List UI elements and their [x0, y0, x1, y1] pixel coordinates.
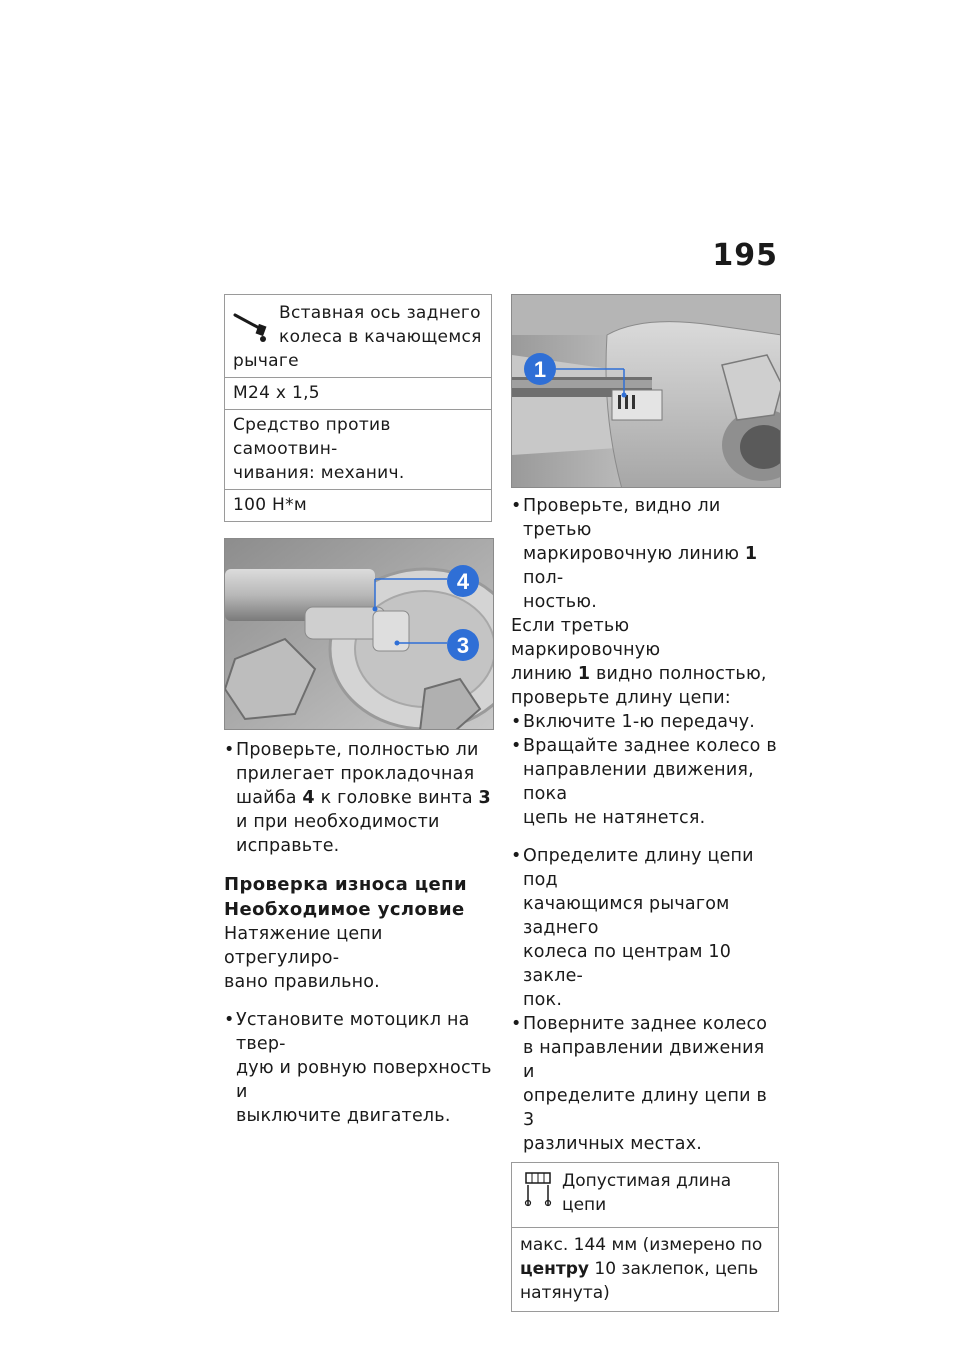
- torque-wrench-icon: [231, 305, 271, 345]
- ref-number-1: 1: [744, 544, 758, 564]
- bullet-repeat-measure-line2: в направлении движения и: [523, 1038, 765, 1082]
- axle-spec-title-line2: колеса в качающемся: [279, 327, 482, 347]
- callout-marker-1: 1: [533, 357, 547, 382]
- bullet-check-washer-line5: исправьте.: [236, 836, 340, 856]
- marking-photo-illustration: [512, 295, 781, 488]
- washer-photo: [224, 538, 494, 730]
- precondition-line1: Натяжение цепи отрегулиро-: [224, 924, 383, 968]
- ref-number-3: 3: [478, 788, 491, 808]
- axle-locking-line2: чивания: механич.: [233, 463, 405, 483]
- bullet-measure-chain-line3: колеса по центрам 10 закле-: [523, 942, 732, 986]
- chain-length-line2: [520, 1257, 770, 1281]
- bullet-measure-chain: [511, 844, 779, 1012]
- bullet-check-marking-line1: • Проверьте, видно ли третью: [523, 496, 721, 540]
- axle-locking-line1: Средство против самоотвин-: [233, 415, 391, 459]
- bullet-check-marking-line3: ностью.: [523, 592, 597, 612]
- bullet-check-washer-line2: прилегает прокладочная: [236, 764, 475, 784]
- bullet-check-washer-line4: и при необходимости: [236, 812, 440, 832]
- axle-locking: [225, 409, 491, 489]
- callout-marker-4: 4: [456, 569, 470, 594]
- section-heading: Проверка износа цепи: [224, 874, 467, 895]
- axle-spec-title-line3: рычаге: [233, 351, 299, 371]
- bullet-place-motorcycle-line3: выключите двигатель.: [236, 1106, 451, 1126]
- left-column: [224, 294, 492, 1128]
- axle-spec-title-line1: Вставная ось заднего: [279, 303, 481, 323]
- condition-line3: проверьте длину цепи:: [511, 688, 731, 708]
- chain-length-table: [511, 1162, 779, 1312]
- bullet-rotate-wheel-line3: цепь не натянется.: [523, 808, 706, 828]
- bullet-repeat-measure: [511, 1012, 779, 1156]
- bullet-repeat-measure-line4: различных местах.: [523, 1134, 703, 1154]
- text-line: линию: [511, 664, 573, 684]
- right-text: [511, 494, 779, 1156]
- axle-spec-table: [224, 294, 492, 522]
- right-column: [511, 294, 779, 1312]
- bullet-measure-chain-line1: • Определите длину цепи под: [523, 846, 754, 890]
- chain-length-rivets: 10 заклепок, цепь: [594, 1259, 759, 1279]
- text-marking-line: маркировочную линию: [523, 544, 740, 564]
- bullet-check-washer-line3: [236, 786, 492, 810]
- condition-line1: Если третью маркировочную: [511, 616, 661, 660]
- bullet-check-washer-line1: • Проверьте, полностью ли: [236, 740, 479, 760]
- bullet-measure-chain-line2: качающимся рычагом заднего: [523, 894, 730, 938]
- bullet-rotate-wheel-line1: • Вращайте заднее колесо в: [523, 736, 777, 756]
- callout-marker-3: 3: [456, 633, 470, 658]
- chain-gauge-icon: [524, 1171, 552, 1207]
- bullet-place-motorcycle-line2: дую и ровную поверхность и: [236, 1058, 492, 1102]
- washer-photo-illustration: [225, 539, 494, 730]
- bullet-place-motorcycle-line1: • Установите мотоцикл на твер-: [236, 1010, 470, 1054]
- chain-length-center: центру: [520, 1259, 589, 1279]
- bullet-repeat-measure-line3: определите длину цепи в 3: [523, 1086, 767, 1130]
- bullet-measure-chain-line4: пок.: [523, 990, 563, 1010]
- bullet-engage-gear: • Включите 1-ю передачу.: [511, 710, 779, 734]
- page-number: 195: [712, 238, 778, 273]
- bullet-rotate-wheel-line2: направлении движения, пока: [523, 760, 754, 804]
- chain-length-value: [512, 1227, 778, 1311]
- axle-thread: M24 x 1,5: [225, 377, 491, 409]
- chain-length-line3: натянута): [520, 1283, 610, 1303]
- ref-number-1b: 1: [577, 664, 591, 684]
- text-visible-fully: видно полностью,: [596, 664, 767, 684]
- text-fully-part: пол-: [523, 568, 564, 588]
- chain-length-title-text: Допустимая длина цепи: [562, 1171, 732, 1215]
- bullet-check-marking-line2: [523, 542, 779, 590]
- left-text: [224, 738, 492, 1128]
- bullet-check-marking: [511, 494, 779, 614]
- condition-line2: [511, 662, 779, 686]
- axle-torque: 100 Н*м: [225, 489, 491, 521]
- axle-spec-title: [225, 295, 491, 377]
- marking-photo: [511, 294, 781, 488]
- bullet-rotate-wheel: [511, 734, 779, 830]
- ref-number-4: 4: [302, 788, 315, 808]
- precondition-line2: вано правильно.: [224, 972, 380, 992]
- chain-length-title: [512, 1163, 778, 1227]
- subsection-heading: Необходимое условие: [224, 899, 465, 920]
- chain-length-line1: макс. 144 мм (измерено по: [520, 1235, 763, 1255]
- bullet-place-motorcycle: [224, 1008, 492, 1128]
- bullet-repeat-measure-line1: • Поверните заднее колесо: [523, 1014, 768, 1034]
- text-washer: шайба: [236, 788, 297, 808]
- text-bolt-head: к головке винта: [320, 788, 473, 808]
- bullet-check-washer: [224, 738, 492, 858]
